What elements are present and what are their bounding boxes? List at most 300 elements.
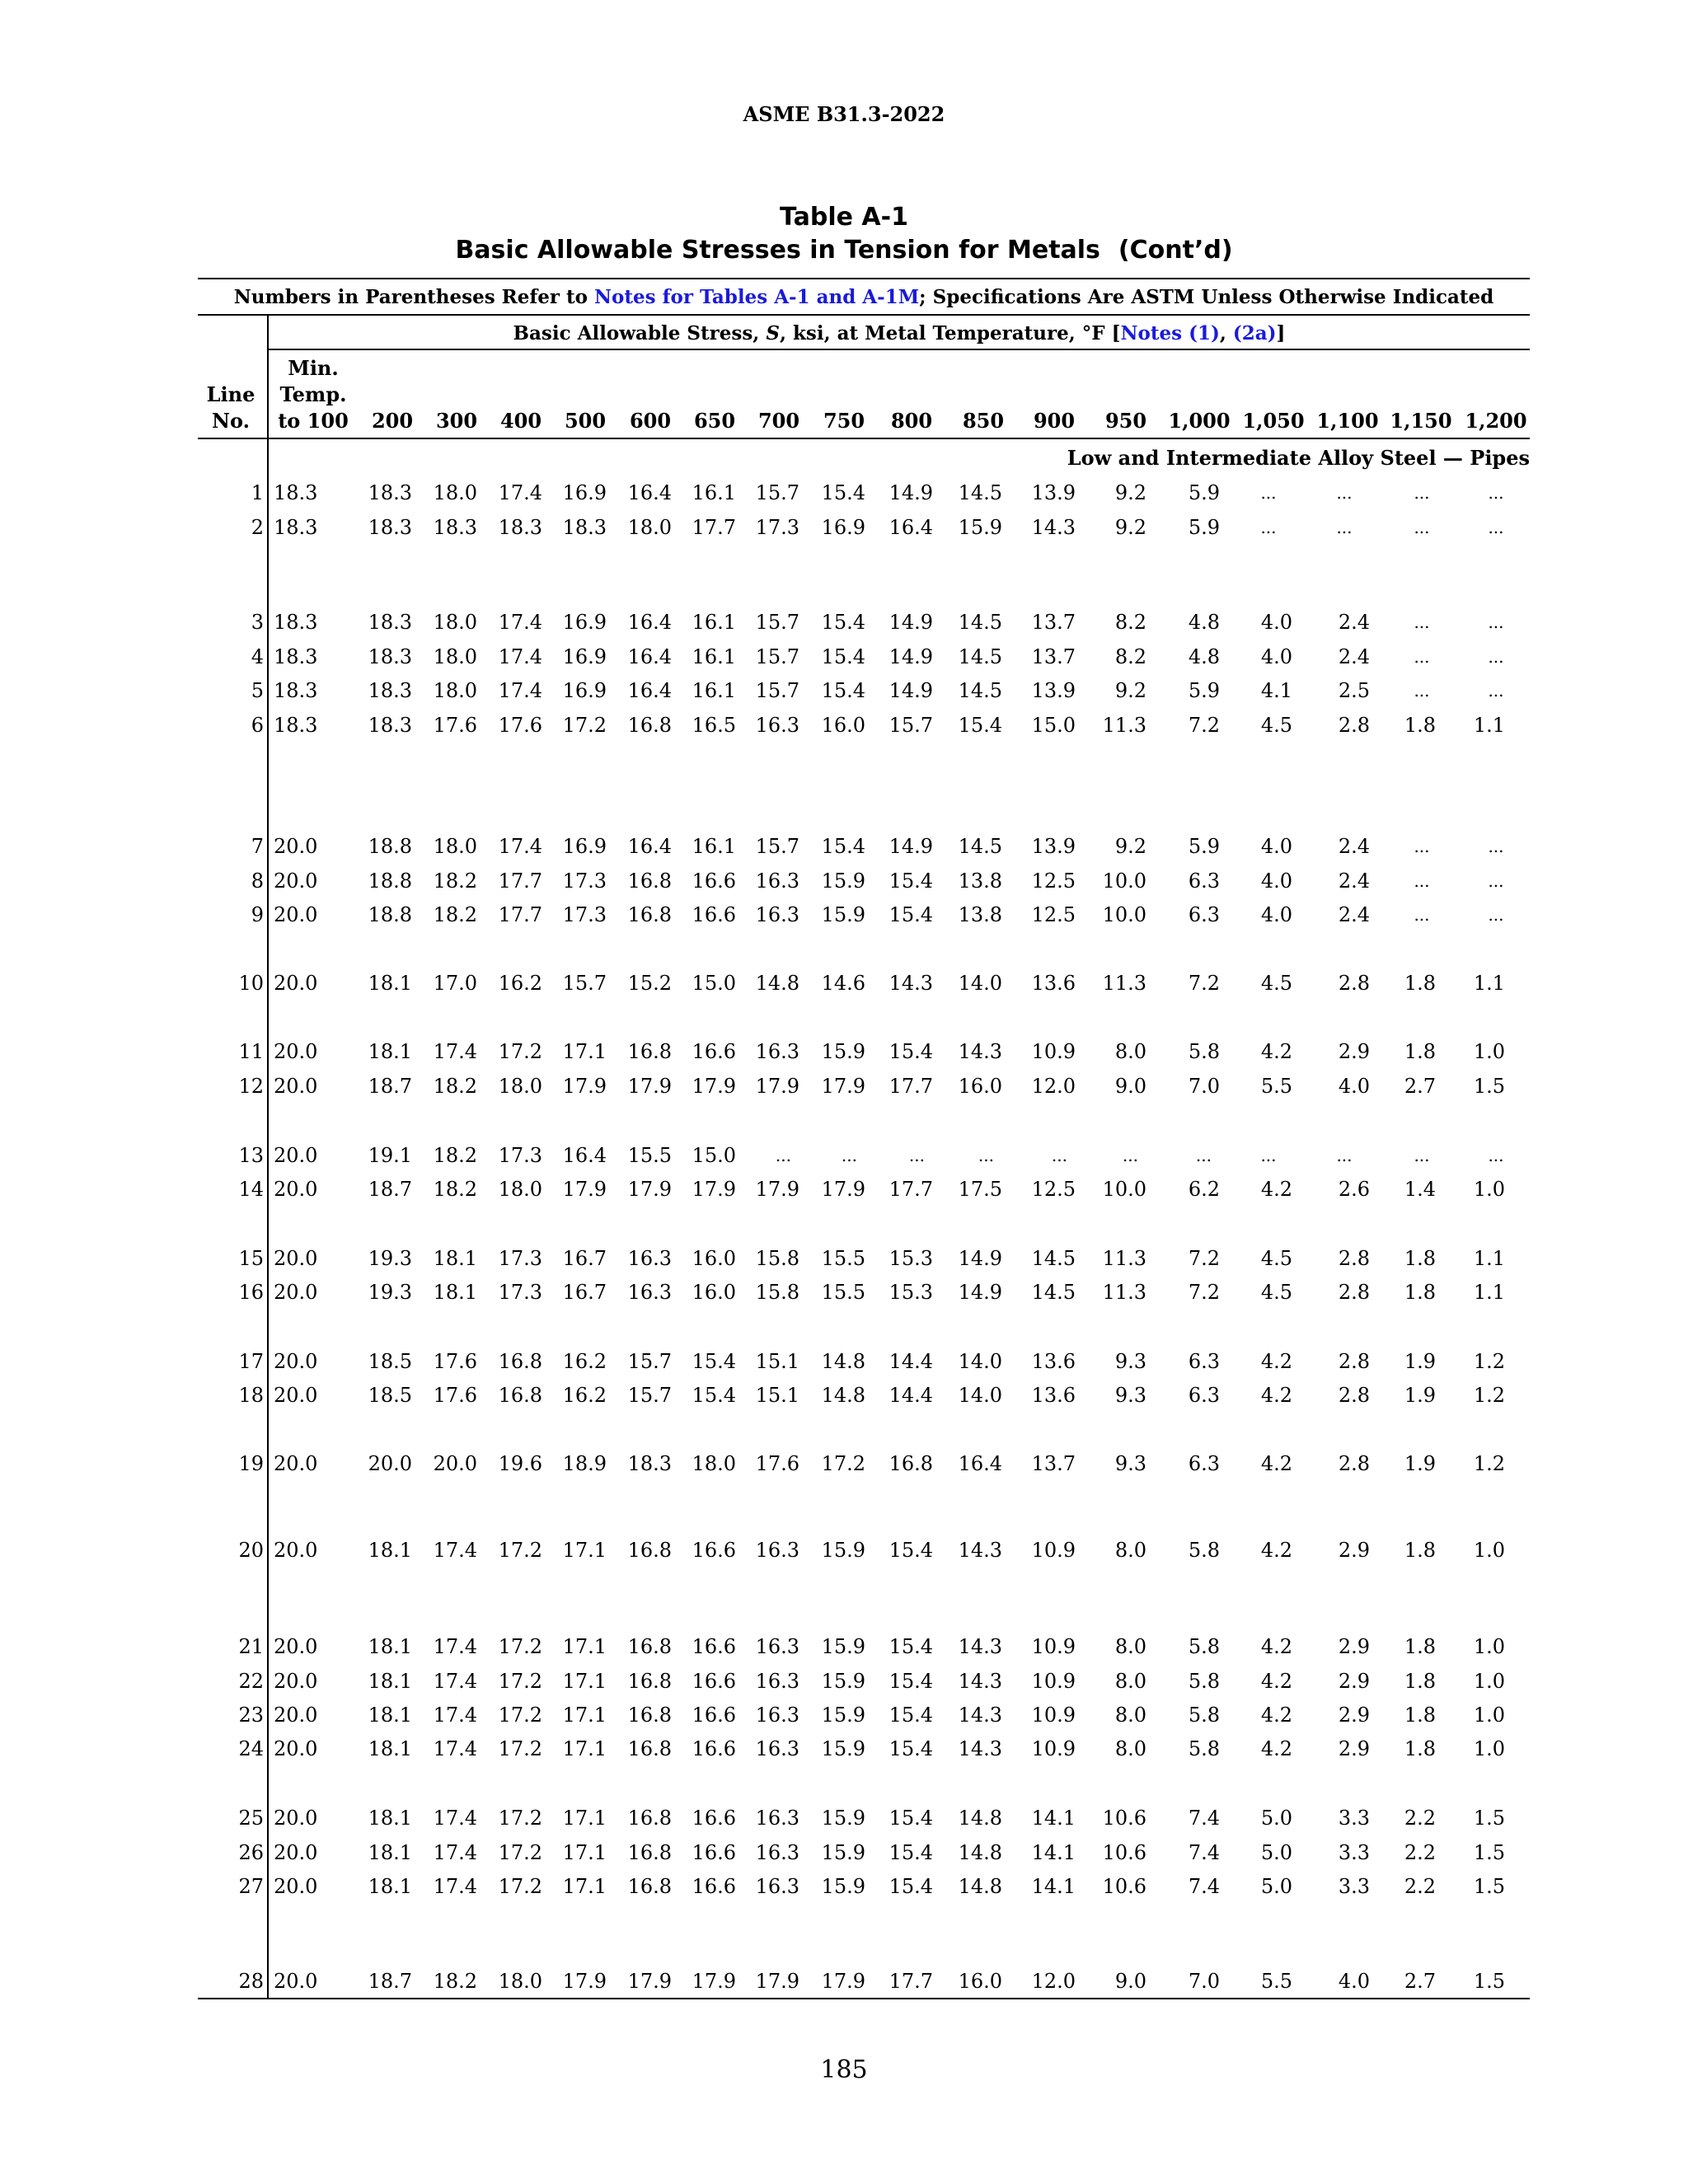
min-temp-value: 20.0 — [274, 1875, 318, 1898]
stress-value: 15.7 — [889, 714, 933, 737]
line-number: 25 — [238, 1807, 264, 1830]
table-number: Table A-1 — [780, 203, 908, 232]
stress-value: 16.9 — [562, 835, 607, 858]
stress-value: 17.4 — [433, 1670, 477, 1693]
stress-value: 1.1 — [1473, 714, 1505, 737]
stress-value: 14.0 — [958, 1350, 1002, 1373]
stress-value: 1.1 — [1473, 972, 1505, 995]
stress-value: 15.0 — [692, 1144, 736, 1167]
stress-value: 18.7 — [368, 1178, 412, 1201]
stress-value: 5.5 — [1260, 1075, 1292, 1098]
stress-value: 17.2 — [498, 1875, 542, 1898]
min-temp-value: 20.0 — [274, 869, 318, 893]
stress-value: 15.7 — [755, 481, 799, 504]
stress-value: 20.0 — [433, 1452, 477, 1475]
min-temp-value: 20.0 — [274, 1841, 318, 1864]
stress-value: 17.2 — [498, 1704, 542, 1727]
stress-value: 14.6 — [821, 972, 865, 995]
stress-value: 16.4 — [958, 1452, 1002, 1475]
table-title — [0, 236, 1688, 265]
stress-value: 1.8 — [1404, 972, 1436, 995]
stress-value: 16.9 — [562, 611, 607, 634]
stress-value: ... — [1488, 518, 1504, 537]
stress-value: 5.0 — [1260, 1841, 1292, 1864]
stress-value: 10.9 — [1031, 1635, 1076, 1658]
min-temp-value: 20.0 — [274, 972, 318, 995]
stress-value: 12.0 — [1031, 1075, 1076, 1098]
section-heading: Low and Intermediate Alloy Steel — Pipes — [1067, 446, 1530, 470]
stress-value: 14.8 — [958, 1875, 1002, 1898]
line-number: 8 — [251, 869, 264, 893]
stress-value: 16.2 — [562, 1384, 607, 1407]
temp-column-header: 300 — [435, 409, 478, 433]
stress-value: ... — [1414, 483, 1430, 503]
stress-value: 17.7 — [498, 903, 542, 926]
temp-column-header: 1,100 — [1316, 409, 1379, 433]
stress-value: 17.9 — [692, 1075, 736, 1098]
stress-value: 16.6 — [692, 1841, 736, 1864]
stress-value: 4.0 — [1260, 611, 1292, 634]
min-temp-value: 18.3 — [274, 645, 318, 668]
min-temp-value: 18.3 — [274, 714, 318, 737]
stress-value: 2.2 — [1404, 1875, 1436, 1898]
stress-value: 17.7 — [889, 1075, 933, 1098]
stress-value: 16.1 — [692, 679, 736, 702]
stress-value: 16.8 — [627, 1040, 672, 1063]
stress-value: 18.8 — [368, 835, 412, 858]
stress-value: 17.3 — [755, 516, 799, 539]
stress-value: 17.2 — [498, 1841, 542, 1864]
stress-sep: , — [1219, 322, 1233, 344]
temp-column-header: 500 — [564, 409, 607, 433]
stress-value: ... — [1122, 1146, 1138, 1165]
stress-value: 17.9 — [627, 1178, 672, 1201]
stress-value: 14.3 — [958, 1704, 1002, 1727]
stress-value: 16.6 — [692, 903, 736, 926]
notes-1-link[interactable]: Notes (1) — [1120, 322, 1220, 344]
min-temp-value: 20.0 — [274, 1970, 318, 1993]
stress-value: 12.5 — [1031, 869, 1076, 893]
stress-value: 14.9 — [958, 1281, 1002, 1304]
stress-value: 1.0 — [1473, 1704, 1505, 1727]
stress-value: 14.9 — [958, 1247, 1002, 1270]
stress-value: 10.9 — [1031, 1539, 1076, 1562]
stress-value: 17.1 — [562, 1807, 607, 1830]
stress-value: 14.9 — [889, 835, 933, 858]
stress-value: 14.3 — [1031, 516, 1076, 539]
temp-column-header: 950 — [1104, 409, 1147, 433]
stress-value: 14.3 — [958, 1737, 1002, 1760]
stress-value: 10.0 — [1102, 869, 1146, 893]
stress-value: 16.0 — [821, 714, 865, 737]
stress-value: 15.3 — [889, 1247, 933, 1270]
stress-value: 17.3 — [562, 903, 607, 926]
stress-value: 18.3 — [562, 516, 607, 539]
stress-value: 5.8 — [1188, 1040, 1220, 1063]
stress-value: 16.8 — [498, 1350, 542, 1373]
stress-value: 2.6 — [1338, 1178, 1370, 1201]
page-number: 185 — [820, 2055, 868, 2084]
temp-column-header: 1,050 — [1242, 409, 1305, 433]
stress-value: 17.2 — [821, 1452, 865, 1475]
stress-value: 17.3 — [498, 1247, 542, 1270]
stress-value: 10.0 — [1102, 1178, 1146, 1201]
stress-value: 17.9 — [627, 1075, 672, 1098]
stress-value: 18.0 — [498, 1075, 542, 1098]
stress-value: 16.8 — [627, 1539, 672, 1562]
stress-value: 17.9 — [755, 1075, 799, 1098]
stress-value: 18.1 — [368, 1807, 412, 1830]
stress-value: 14.3 — [958, 1670, 1002, 1693]
stress-value: 15.1 — [755, 1384, 799, 1407]
stress-value: 2.8 — [1338, 1452, 1370, 1475]
stress-value: 15.8 — [755, 1247, 799, 1270]
stress-value: 18.1 — [368, 1040, 412, 1063]
stress-value: 14.9 — [889, 481, 933, 504]
stress-value: 15.9 — [821, 1040, 865, 1063]
line-number: 22 — [238, 1670, 264, 1693]
stress-value: 5.0 — [1260, 1807, 1292, 1830]
stress-value: 13.9 — [1031, 481, 1076, 504]
stress-value: 16.8 — [498, 1384, 542, 1407]
stress-value: 16.6 — [692, 1670, 736, 1693]
stress-value: 15.4 — [889, 1040, 933, 1063]
stress-value: 16.0 — [692, 1247, 736, 1270]
stress-value: 2.4 — [1338, 645, 1370, 668]
stress-value: 19.1 — [368, 1144, 412, 1167]
stress-value: 18.3 — [627, 1452, 672, 1475]
stress-value: 17.4 — [433, 1841, 477, 1864]
stress-value: 18.2 — [433, 1970, 477, 1993]
stress-value: 18.2 — [433, 903, 477, 926]
stress-value: 14.8 — [821, 1384, 865, 1407]
stress-value: 15.9 — [821, 1875, 865, 1898]
stress-value: 15.4 — [889, 1539, 933, 1562]
stress-value: 4.2 — [1260, 1350, 1292, 1373]
min-temp-value: 18.3 — [274, 516, 318, 539]
notes-link[interactable]: Notes for Tables A-1 and A-1M — [594, 286, 920, 308]
stress-value: 18.3 — [433, 516, 477, 539]
stress-value: 18.3 — [368, 481, 412, 504]
stress-value: 17.2 — [498, 1737, 542, 1760]
stress-value: ... — [1488, 647, 1504, 667]
stress-value: 15.4 — [821, 835, 865, 858]
line-number: 28 — [238, 1970, 264, 1993]
stress-value: ... — [1488, 837, 1504, 856]
stress-value: 15.7 — [755, 679, 799, 702]
stress-value: 15.9 — [821, 903, 865, 926]
stress-value: 15.4 — [889, 1670, 933, 1693]
line-number: 4 — [251, 645, 264, 668]
stress-value: 20.0 — [368, 1452, 412, 1475]
min-temp-value: 20.0 — [274, 835, 318, 858]
stress-value: 18.1 — [368, 1635, 412, 1658]
line-number: 7 — [251, 835, 264, 858]
stress-value: 14.9 — [889, 611, 933, 634]
rule-below-notes — [198, 314, 1530, 316]
stress-value: 6.2 — [1188, 1178, 1220, 1201]
stress-value: 1.1 — [1473, 1281, 1505, 1304]
stress-value: ... — [978, 1146, 994, 1165]
stress-value: 16.3 — [627, 1281, 672, 1304]
col-line-header-1: Line — [206, 382, 256, 406]
stress-value: 19.3 — [368, 1247, 412, 1270]
temp-column-header: 200 — [371, 409, 414, 433]
stress-value: 17.0 — [433, 972, 477, 995]
stress-value: 18.0 — [433, 481, 477, 504]
stress-value: 15.4 — [821, 679, 865, 702]
stress-value: 3.3 — [1338, 1841, 1370, 1864]
stress-value: 17.1 — [562, 1704, 607, 1727]
stress-value: 16.8 — [627, 1737, 672, 1760]
stress-value: 18.5 — [368, 1350, 412, 1373]
min-temp-value: 18.3 — [274, 481, 318, 504]
stress-value: 4.0 — [1338, 1970, 1370, 1993]
stress-value: 7.4 — [1188, 1807, 1220, 1830]
stress-value: 8.0 — [1114, 1737, 1146, 1760]
stress-symbol: S — [766, 322, 780, 344]
stress-value: 8.0 — [1114, 1704, 1146, 1727]
stress-value: 14.8 — [755, 972, 799, 995]
stress-value: 1.0 — [1473, 1737, 1505, 1760]
stress-value: 9.0 — [1114, 1970, 1146, 1993]
stress-value: 17.6 — [498, 714, 542, 737]
stress-value: ... — [841, 1146, 857, 1165]
stress-value: 1.2 — [1473, 1384, 1505, 1407]
stress-value: 16.3 — [755, 869, 799, 893]
stress-value: 14.9 — [889, 645, 933, 668]
stress-value: 4.0 — [1338, 1075, 1370, 1098]
stress-value: 1.0 — [1473, 1040, 1505, 1063]
stress-value: 15.4 — [889, 1635, 933, 1658]
stress-value: 9.2 — [1114, 516, 1146, 539]
stress-value: 15.9 — [821, 1737, 865, 1760]
stress-value: 17.9 — [562, 1075, 607, 1098]
stress-value: 18.2 — [433, 1144, 477, 1167]
stress-value: 18.9 — [562, 1452, 607, 1475]
stress-value: 16.4 — [562, 1144, 607, 1167]
stress-value: 8.0 — [1114, 1040, 1146, 1063]
stress-value: 14.3 — [958, 1040, 1002, 1063]
stress-value: 17.9 — [627, 1970, 672, 1993]
stress-value: 4.0 — [1260, 903, 1292, 926]
stress-value: 17.7 — [889, 1178, 933, 1201]
min-temp-value: 18.3 — [274, 679, 318, 702]
stress-value: 1.8 — [1404, 1670, 1436, 1693]
stress-value: 11.3 — [1102, 1281, 1146, 1304]
stress-value: 15.5 — [627, 1144, 672, 1167]
stress-value: 18.1 — [368, 1539, 412, 1562]
stress-value: ... — [1414, 518, 1430, 537]
stress-value: 1.8 — [1404, 1247, 1436, 1270]
stress-value: 16.8 — [627, 1635, 672, 1658]
stress-value: 16.4 — [627, 835, 672, 858]
stress-value: 16.3 — [755, 714, 799, 737]
stress-value: 2.8 — [1338, 972, 1370, 995]
stress-value: 4.2 — [1260, 1670, 1292, 1693]
stress-value: 17.9 — [755, 1970, 799, 1993]
stress-value: 16.8 — [627, 903, 672, 926]
stress-value: 16.6 — [692, 1704, 736, 1727]
stress-value: 16.4 — [627, 679, 672, 702]
stress-value: 16.6 — [692, 1807, 736, 1830]
stress-value: 16.3 — [755, 1635, 799, 1658]
stress-value: 9.2 — [1114, 481, 1146, 504]
stress-value: 5.8 — [1188, 1704, 1220, 1727]
stress-value: 1.8 — [1404, 1539, 1436, 1562]
notes-prefix: Numbers in Parentheses Refer to — [233, 286, 595, 308]
stress-value: 2.4 — [1338, 903, 1370, 926]
column-divider — [267, 314, 269, 1999]
stress-value: ... — [908, 1146, 925, 1165]
stress-value: 1.8 — [1404, 1737, 1436, 1760]
stress-value: 15.7 — [562, 972, 607, 995]
stress-value: 18.0 — [433, 835, 477, 858]
stress-value: 4.1 — [1260, 679, 1292, 702]
line-number: 3 — [251, 611, 264, 634]
stress-value: 1.1 — [1473, 1247, 1505, 1270]
stress-value: 4.5 — [1260, 1247, 1292, 1270]
stress-value: 15.7 — [755, 611, 799, 634]
line-number: 2 — [251, 516, 264, 539]
stress-value: 2.4 — [1338, 611, 1370, 634]
stress-value: 16.3 — [755, 1875, 799, 1898]
stress-value: 16.8 — [627, 1841, 672, 1864]
stress-value: 19.6 — [498, 1452, 542, 1475]
stress-value: 16.6 — [692, 869, 736, 893]
stress-value: 16.3 — [755, 1841, 799, 1864]
stress-value: 14.5 — [958, 611, 1002, 634]
stress-value: 18.2 — [433, 1075, 477, 1098]
stress-value: 17.9 — [821, 1970, 865, 1993]
stress-value: 15.4 — [821, 481, 865, 504]
stress-value: 13.9 — [1031, 835, 1076, 858]
stress-value: 1.8 — [1404, 1635, 1436, 1658]
stress-value: 1.9 — [1404, 1350, 1436, 1373]
min-temp-value: 20.0 — [274, 1539, 318, 1562]
stress-value: 17.3 — [498, 1281, 542, 1304]
stress-value: 12.5 — [1031, 903, 1076, 926]
stress-value: 7.2 — [1188, 1281, 1220, 1304]
min-temp-value: 20.0 — [274, 1384, 318, 1407]
stress-value: 16.6 — [692, 1539, 736, 1562]
stress-value: 10.6 — [1102, 1807, 1146, 1830]
stress-value: 8.2 — [1114, 611, 1146, 634]
stress-value: 15.4 — [889, 1807, 933, 1830]
stress-value: 17.1 — [562, 1841, 607, 1864]
stress-value: 2.2 — [1404, 1807, 1436, 1830]
stress-value: 17.7 — [498, 869, 542, 893]
stress-value: 16.1 — [692, 835, 736, 858]
stress-value: 17.1 — [562, 1635, 607, 1658]
line-number: 6 — [251, 714, 264, 737]
line-number: 18 — [238, 1384, 264, 1407]
stress-value: 13.7 — [1031, 1452, 1076, 1475]
stress-value: 8.0 — [1114, 1670, 1146, 1693]
stress-value: 14.5 — [958, 679, 1002, 702]
stress-value: 16.5 — [692, 714, 736, 737]
stress-value: 16.3 — [755, 1704, 799, 1727]
table-title-text: Basic Allowable Stresses in Tension for Metals — [455, 236, 1100, 265]
stress-value: ... — [1195, 1146, 1212, 1165]
stress-value: 14.4 — [889, 1350, 933, 1373]
stress-value: 15.7 — [755, 835, 799, 858]
stress-value: 14.8 — [958, 1807, 1002, 1830]
stress-value: 9.3 — [1114, 1350, 1146, 1373]
stress-value: 4.8 — [1188, 645, 1220, 668]
stress-value: 18.1 — [368, 1875, 412, 1898]
stress-header — [269, 322, 1530, 344]
stress-value: 1.0 — [1473, 1635, 1505, 1658]
stress-value: 6.3 — [1188, 903, 1220, 926]
stress-value: 2.9 — [1338, 1670, 1370, 1693]
notes-2a-link[interactable]: (2a) — [1232, 322, 1277, 344]
stress-value: 14.3 — [889, 972, 933, 995]
stress-value: 17.2 — [498, 1539, 542, 1562]
stress-value: 16.4 — [889, 516, 933, 539]
stress-value: 7.4 — [1188, 1875, 1220, 1898]
stress-value: 15.2 — [627, 972, 672, 995]
stress-value: 14.9 — [889, 679, 933, 702]
min-temp-value: 20.0 — [274, 1281, 318, 1304]
stress-value: 17.6 — [433, 1350, 477, 1373]
stress-value: 18.8 — [368, 903, 412, 926]
stress-value: 16.9 — [562, 481, 607, 504]
stress-value: 14.5 — [1031, 1247, 1076, 1270]
stress-value: 17.4 — [498, 481, 542, 504]
stress-value: 7.0 — [1188, 1075, 1220, 1098]
stress-value: 14.0 — [958, 972, 1002, 995]
stress-value: 16.8 — [627, 1875, 672, 1898]
stress-value: ... — [1051, 1146, 1067, 1165]
stress-value: 4.0 — [1260, 645, 1292, 668]
stress-value: 18.0 — [433, 611, 477, 634]
stress-value: 16.1 — [692, 481, 736, 504]
min-temp-value: 20.0 — [274, 1704, 318, 1727]
stress-value: 16.7 — [562, 1247, 607, 1270]
stress-value: 14.5 — [1031, 1281, 1076, 1304]
temp-column-header: 850 — [962, 409, 1005, 433]
stress-suffix: ] — [1276, 322, 1286, 344]
stress-value: 12.5 — [1031, 1178, 1076, 1201]
stress-value: 17.6 — [433, 1384, 477, 1407]
stress-value: 15.0 — [692, 972, 736, 995]
stress-value: 2.9 — [1338, 1040, 1370, 1063]
stress-value: 17.1 — [562, 1875, 607, 1898]
line-number: 27 — [238, 1875, 264, 1898]
stress-value: 17.4 — [498, 679, 542, 702]
stress-value: 13.7 — [1031, 611, 1076, 634]
temp-column-header: 1,200 — [1465, 409, 1527, 433]
stress-value: 6.3 — [1188, 1452, 1220, 1475]
stress-value: 16.0 — [958, 1970, 1002, 1993]
temp-column-header: 1,000 — [1168, 409, 1231, 433]
stress-value: 1.9 — [1404, 1384, 1436, 1407]
stress-value: ... — [1260, 1146, 1277, 1165]
stress-value: 16.3 — [755, 1807, 799, 1830]
stress-value: 18.0 — [433, 679, 477, 702]
stress-middle: , ksi, at Metal Temperature, °F [ — [779, 322, 1121, 344]
line-number: 23 — [238, 1704, 264, 1727]
stress-value: 15.1 — [755, 1350, 799, 1373]
stress-value: 15.9 — [821, 1841, 865, 1864]
stress-value: 17.4 — [433, 1539, 477, 1562]
stress-value: 1.5 — [1473, 1875, 1505, 1898]
stress-value: ... — [1414, 871, 1430, 891]
stress-value: 17.9 — [755, 1178, 799, 1201]
stress-value: 5.8 — [1188, 1670, 1220, 1693]
stress-value: 8.0 — [1114, 1635, 1146, 1658]
